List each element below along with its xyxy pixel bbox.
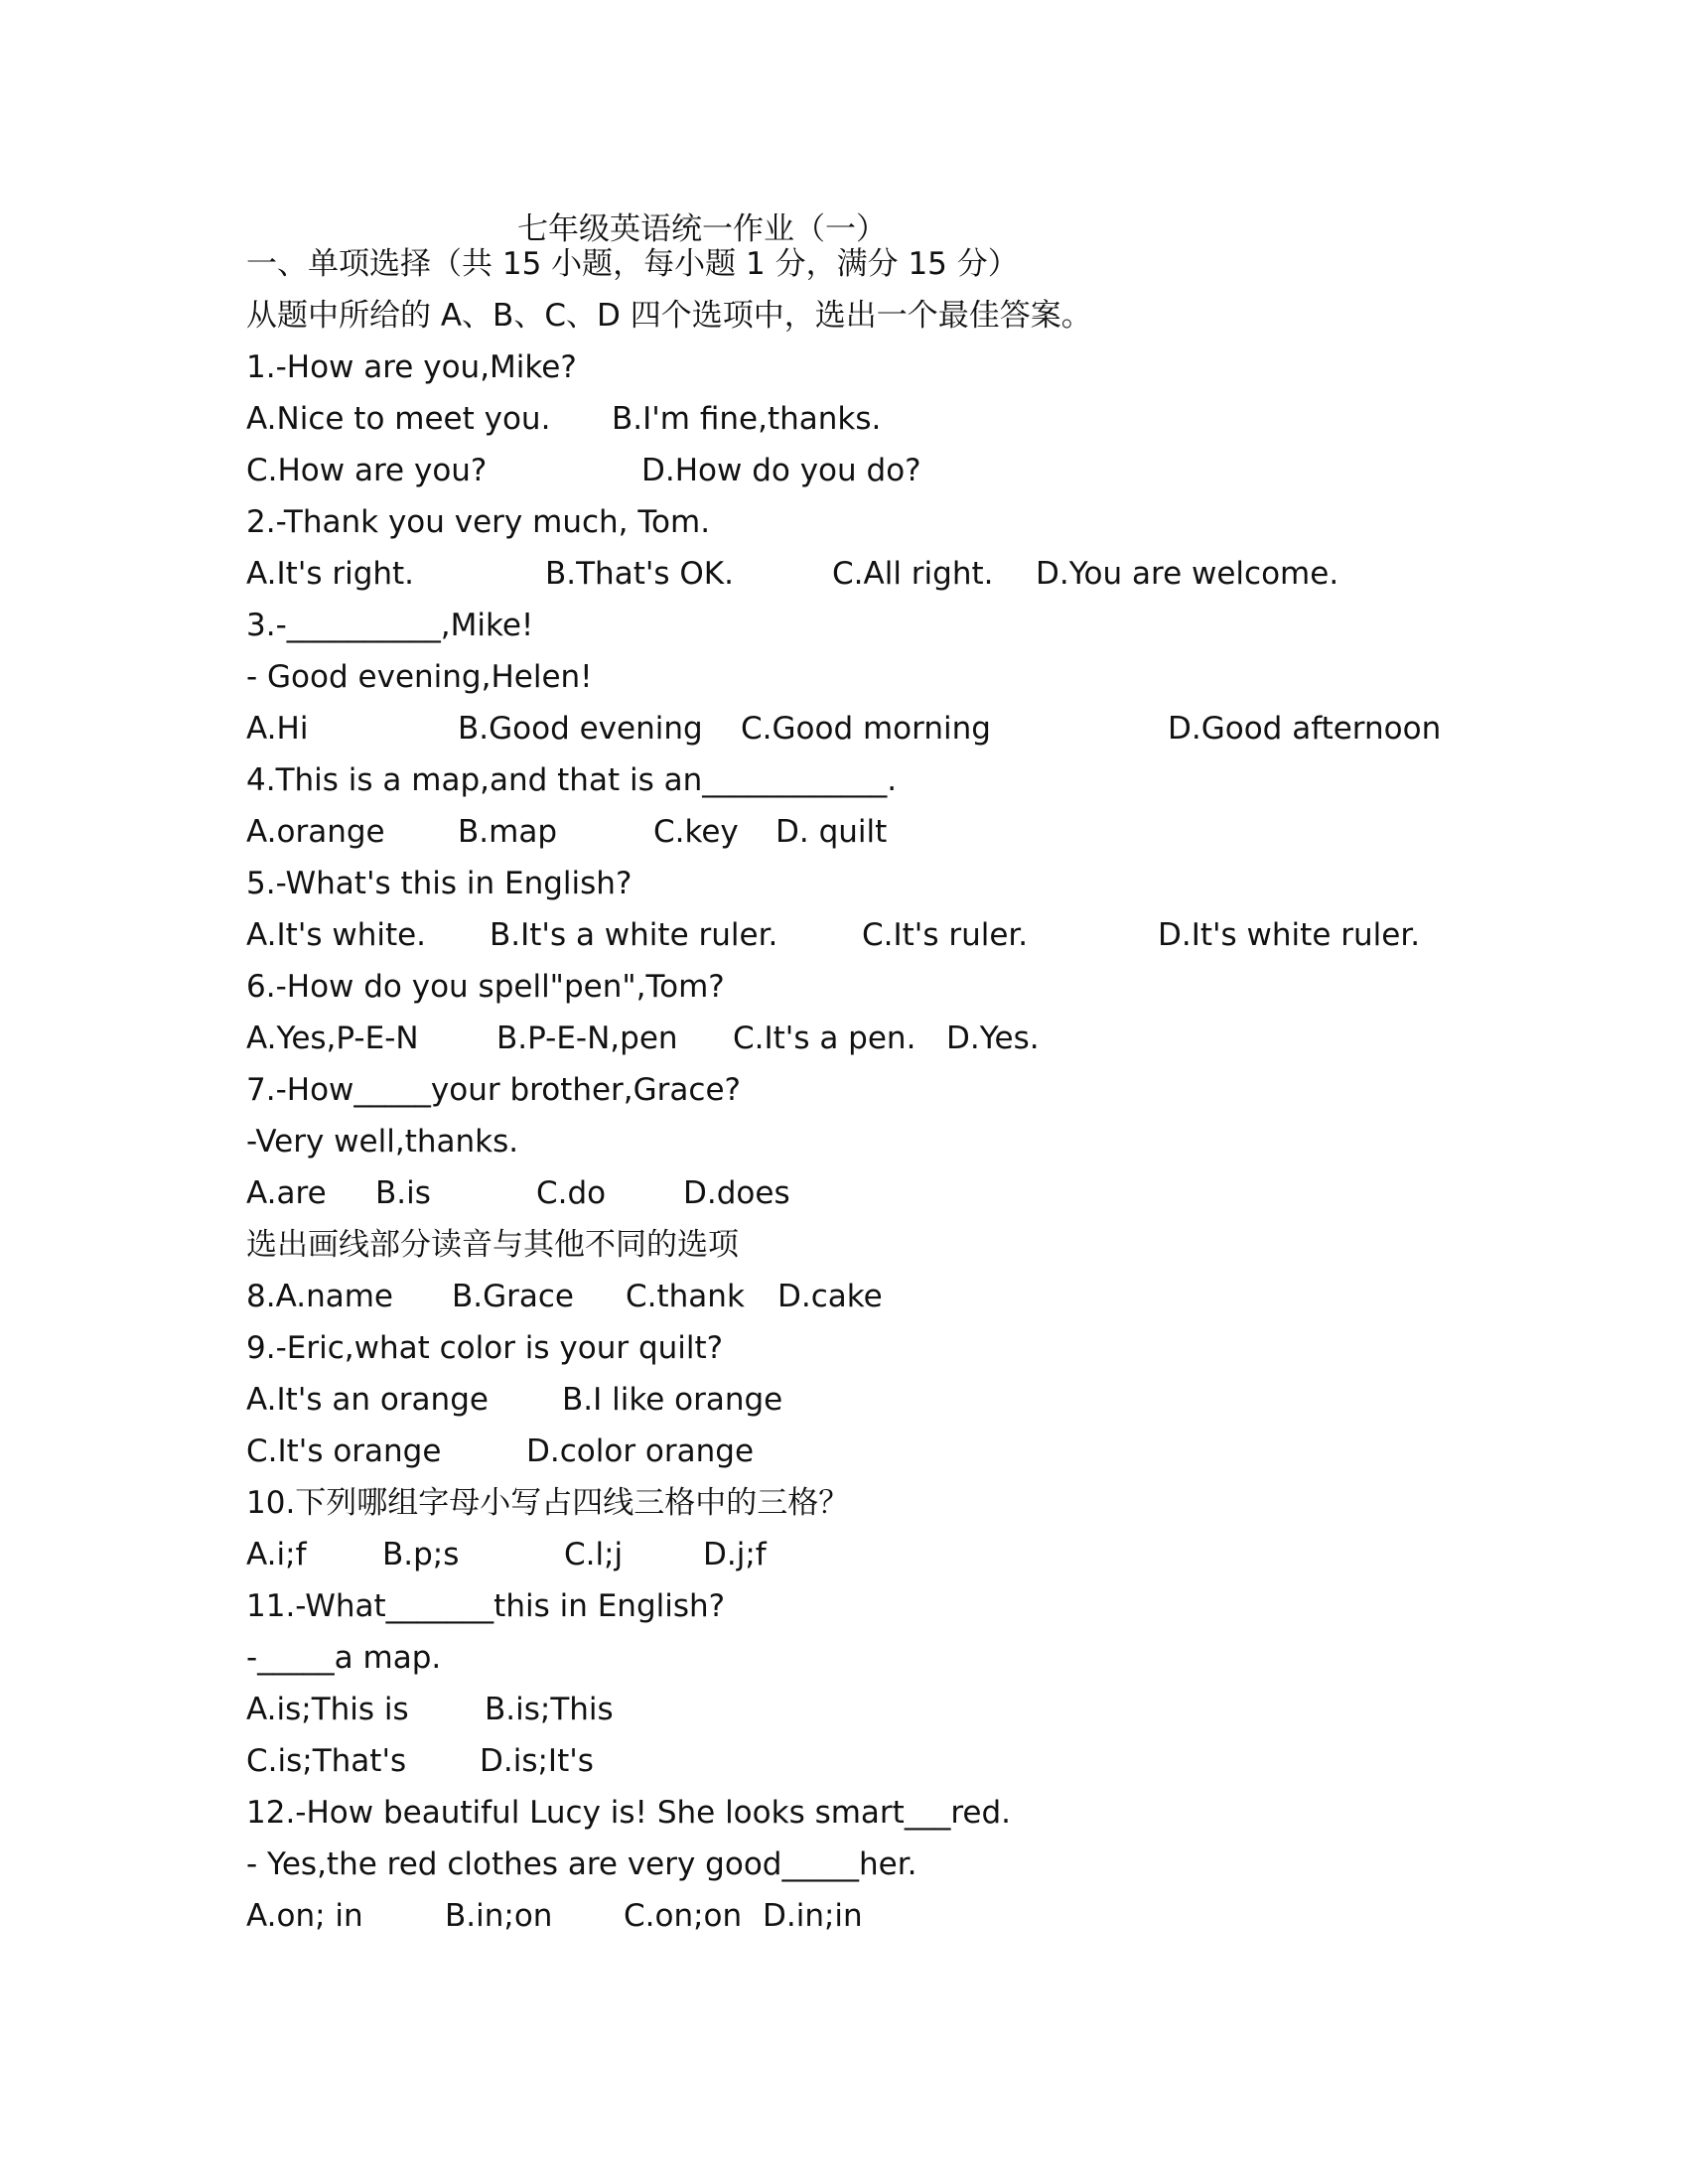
option-4d: D. quilt bbox=[775, 814, 888, 850]
question-1-stem: 1.-How are you,Mike? bbox=[246, 349, 577, 385]
option-1d: D.How do you do? bbox=[641, 453, 921, 488]
option-1c: C.How are you? bbox=[246, 453, 488, 488]
option-11a: A.is;This is bbox=[246, 1692, 409, 1727]
question-8-options bbox=[246, 1271, 1537, 1322]
worksheet-content bbox=[246, 238, 1537, 1942]
question-3-options bbox=[246, 703, 1537, 754]
option-2d: D.You are welcome. bbox=[1036, 556, 1339, 592]
option-8a: 8.A.name bbox=[246, 1279, 394, 1314]
option-4a: A.orange bbox=[246, 814, 385, 850]
question-6-options bbox=[246, 1013, 1537, 1064]
sub-instruction: 选出画线部分读音与其他不同的选项 bbox=[246, 1227, 739, 1263]
option-2c: C.All right. bbox=[832, 556, 994, 592]
option-9b: B.I like orange bbox=[562, 1382, 783, 1418]
option-7a: A.are bbox=[246, 1175, 327, 1211]
option-3b: B.Good evening bbox=[458, 711, 703, 747]
question-2-stem: 2.-Thank you very much, Tom. bbox=[246, 504, 711, 540]
option-11c: C.is;That's bbox=[246, 1743, 407, 1779]
question-4-options bbox=[246, 806, 1537, 858]
question-11-response: -_____a map. bbox=[246, 1640, 442, 1676]
option-10a: A.i;f bbox=[246, 1537, 307, 1572]
option-3a: A.Hi bbox=[246, 711, 309, 747]
question-3-response: - Good evening,Helen! bbox=[246, 659, 593, 695]
option-12b: B.in;on bbox=[445, 1898, 553, 1934]
option-6c: C.It's a pen. bbox=[733, 1021, 916, 1056]
option-7c: C.do bbox=[536, 1175, 607, 1211]
question-3-stem: 3.-__________,Mike! bbox=[246, 608, 534, 643]
option-2b: B.That's OK. bbox=[545, 556, 734, 592]
option-7b: B.is bbox=[375, 1175, 431, 1211]
option-9d: D.color orange bbox=[526, 1433, 755, 1469]
question-12-options bbox=[246, 1890, 1537, 1942]
question-12-response: - Yes,the red clothes are very good_____her. bbox=[246, 1846, 917, 1882]
option-8c: C.thank bbox=[626, 1279, 745, 1314]
question-12-stem: 12.-How beautiful Lucy is! She looks smart___red. bbox=[246, 1795, 1011, 1831]
option-5d: D.It's white ruler. bbox=[1158, 917, 1421, 953]
question-1-options-row-1 bbox=[246, 393, 1537, 445]
option-8d: D.cake bbox=[777, 1279, 883, 1314]
option-3c: C.Good morning bbox=[741, 711, 991, 747]
option-9a: A.It's an orange bbox=[246, 1382, 489, 1418]
option-4b: B.map bbox=[458, 814, 557, 850]
option-5a: A.It's white. bbox=[246, 917, 427, 953]
question-11-options-row-2 bbox=[246, 1735, 1537, 1787]
option-1a: A.Nice to meet you. bbox=[246, 401, 551, 437]
question-10-stem: 10.下列哪组字母小写占四线三格中的三格？ bbox=[246, 1485, 850, 1521]
option-5c: C.It's ruler. bbox=[862, 917, 1029, 953]
question-7-stem: 7.-How_____your brother,Grace? bbox=[246, 1072, 741, 1108]
option-12d: D.in;in bbox=[763, 1898, 863, 1934]
question-5-stem: 5.-What's this in English? bbox=[246, 866, 633, 901]
question-11-options-row-1 bbox=[246, 1684, 1537, 1735]
option-2a: A.It's right. bbox=[246, 556, 415, 592]
question-11-stem: 11.-What_______this in English? bbox=[246, 1588, 726, 1624]
question-9-options-row-1 bbox=[246, 1374, 1537, 1426]
question-7-options bbox=[246, 1167, 1537, 1219]
option-11d: D.is;It's bbox=[480, 1743, 594, 1779]
option-11b: B.is;This bbox=[485, 1692, 614, 1727]
section-heading: 一、单项选择（共 15 小题，每小题 1 分，满分 15 分） bbox=[246, 246, 1019, 282]
instruction: 从题中所给的 A、B、C、D 四个选项中，选出一个最佳答案。 bbox=[246, 298, 1092, 334]
option-10d: D.j;f bbox=[703, 1537, 767, 1572]
option-12a: A.on; in bbox=[246, 1898, 363, 1934]
question-6-stem: 6.-How do you spell"pen",Tom? bbox=[246, 969, 725, 1005]
question-9-stem: 9.-Eric,what color is your quilt? bbox=[246, 1330, 724, 1366]
option-5b: B.It's a white ruler. bbox=[490, 917, 778, 953]
option-7d: D.does bbox=[683, 1175, 790, 1211]
option-1b: B.I'm fine,thanks. bbox=[612, 401, 882, 437]
question-1-options-row-2 bbox=[246, 445, 1537, 496]
option-3d: D.Good afternoon bbox=[1168, 711, 1442, 747]
option-10b: B.p;s bbox=[382, 1537, 460, 1572]
option-8b: B.Grace bbox=[452, 1279, 575, 1314]
option-4c: C.key bbox=[653, 814, 739, 850]
option-10c: C.l;j bbox=[564, 1537, 624, 1572]
question-4-stem: 4.This is a map,and that is an____________. bbox=[246, 762, 898, 798]
option-12c: C.on;on bbox=[624, 1898, 743, 1934]
question-5-options bbox=[246, 909, 1537, 961]
question-7-response: -Very well,thanks. bbox=[246, 1124, 519, 1160]
option-9c: C.It's orange bbox=[246, 1433, 442, 1469]
question-2-options bbox=[246, 548, 1537, 600]
option-6d: D.Yes. bbox=[946, 1021, 1040, 1056]
question-9-options-row-2 bbox=[246, 1426, 1537, 1477]
option-6a: A.Yes,P-E-N bbox=[246, 1021, 419, 1056]
question-10-options bbox=[246, 1529, 1537, 1580]
page-title: 七年级英语统一作业（一） bbox=[517, 211, 887, 247]
option-6b: B.P-E-N,pen bbox=[496, 1021, 678, 1056]
